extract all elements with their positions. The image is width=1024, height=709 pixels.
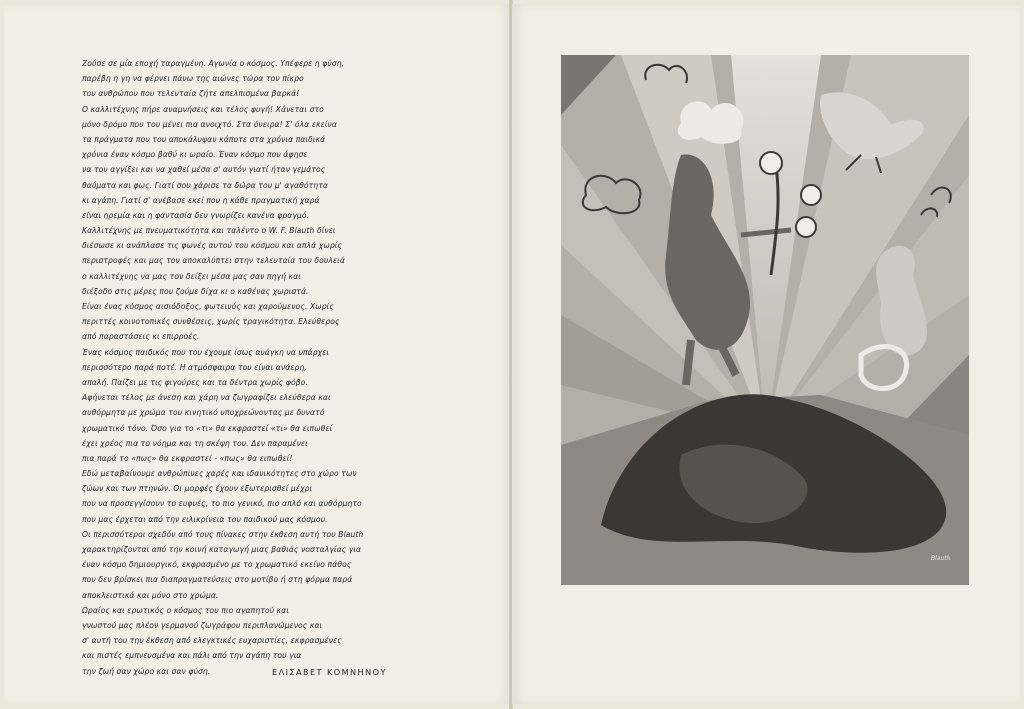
text-line: αποκλειστικά και μόνο στο χρώμα. <box>82 590 219 600</box>
text-line: από παραστάσεις κι επιρροές. <box>82 332 200 342</box>
text-line: περιττές κοινοτοπικές συνθέσεις, χωρίς τραγικότητα. Ελεύθερος <box>82 317 340 327</box>
text-line: σ' αυτή του την έκθεση από ελεγκτικές ευχαριστίες, εκφρασμένες <box>82 636 342 646</box>
text-line: απαλή. Παίζει με τις φιγούρες και τα δέντρα χωρίς φόβο. <box>82 377 308 387</box>
text-line: και πιστές εμπνευσμένα και πάλι από την αγάπη του για <box>82 651 302 661</box>
text-line: γνωστού μας πλέον γερμανού ζωγράφου περιπλανώμενος και <box>82 620 323 630</box>
author-signature: ΕΛΙΣΑΒΕΤ ΚΟΜΝΗΝΟΥ <box>272 667 387 677</box>
text-line: τα πράγματα που του αποκάλυψαν κάποτε στα χρόνια παιδικά <box>82 134 326 144</box>
text-line: χρωματικό τόνο. Όσο για το «τι» θα εκφραστεί «τι» θα ειπωθεί <box>82 423 333 433</box>
painting-artwork <box>561 55 969 585</box>
painting-signature: Blauth <box>931 555 951 562</box>
text-line: Οι περισσότεροι σχεδόν από τους πίνακες στην έκθεση αυτή του Blauth <box>82 529 364 539</box>
text-line: Αφήνεται τέλος με άνεση και χάρη να ζωγραφίζει ελεύθερα και <box>82 393 331 403</box>
text-line: παρέβη η γη να φέρνει πάνω της αιώνες τώρα τον πίκρο <box>82 74 304 84</box>
text-line: Ωραίος και ερωτικός ο κόσμος του πιο αγαπητού και <box>82 605 290 615</box>
text-line: είναι ηρεμία και η φαντασία δεν γνωρίζει κανένα φραγμό. <box>82 210 310 220</box>
text-line: περιστροφές και μας τον αποκαλύπτει στην τελευταία του δουλειά <box>82 256 345 266</box>
text-line: πια παρά το «πως» θα εκφραστεί - «πως» θα ειπωθεί! <box>82 453 293 463</box>
text-line: περισσότερο παρά ποτέ. Η ατμόσφαιρα του είναι ανάερη, <box>82 362 307 372</box>
text-line: που δεν βρίσκει πια διαπραγματεύσεις στο μοτίβο ή στη φόρμα παρά <box>82 575 353 585</box>
text-line: Ο καλλιτέχνης πήρε αναμνήσεις και τέλος φυγή! Χάνεται στο <box>82 104 324 114</box>
text-line: θαύματα και φως. Γιατί σου χάρισε τα δώρα του μ' αγαθότητα <box>82 180 328 190</box>
text-line: χαρακτηρίζονται από την κοινή καταγωγή μιας βαθιάς νοσταλγίας για <box>82 545 362 554</box>
text-line: Καλλιτέχνης με πνευματικότητα και ταλέντο ο W. F. Blauth δίνει <box>82 226 336 236</box>
text-line: Ένας κόσμος παιδικός που του έχουμε ίσως ανάγκη να υπάρχει <box>82 347 330 357</box>
text-line: χρόνια έναν κόσμο βαθύ κι ωραίο. Έναν κόσμο που άφησε <box>82 150 308 160</box>
text-line: ο καλλιτέχνης να μας τον δείξει μέσα μας σαν πηγή και <box>82 271 301 281</box>
text-line: έναν κόσμο δημιουργικό, εκφρασμένο με το χρωματικό εκείνο πάθος <box>82 560 352 570</box>
text-line: που να προσεγγίσουν το ευφυές, το πιο γενικό, πιο απλό και αυθόρμητο <box>82 499 362 509</box>
painting <box>561 55 969 585</box>
text-line: διέσωσε κι ανάπλασε τις φωνές αυτού του κόσμου και απλά χωρίς <box>82 241 342 251</box>
text-line: την ζωή σαν χώρο και σαν φύση. <box>82 666 211 676</box>
handwritten-text-block <box>82 56 422 679</box>
flower-bud <box>796 217 816 237</box>
text-line: Εδώ μεταβαίνουμε ανθρώπινες χαρές και ιδανικότητες στο χώρο των <box>82 469 357 479</box>
text-line: που μας έρχεται από την ειλικρίνεια του παιδικού μας κόσμου. <box>82 514 328 524</box>
flower-bud <box>760 152 782 174</box>
text-line: Είναι ένας κόσμος αισιόδοξος, φωτεινός και χαρούμενος. Χωρίς <box>82 302 334 311</box>
text-line: διέξοδο στις μέρες που ζούμε δίχα κι ο καθένας χωριστά. <box>82 286 309 296</box>
text-line: αυθόρμητα με χρώμα του κινητικό υποχρεώνοντας με δυνατό <box>82 408 325 418</box>
text-line: ζώων και των πτηνών. Οι μορφές έχουν εξωτερισθεί μέχρι <box>82 484 313 494</box>
text-line: Ζούσε σε μία εποχή ταραγμένη. Αγωνία ο κόσμος. Υπέφερε η φύση, <box>82 59 345 68</box>
text-line: έχει χρέος πια το νόημα και τη σκέψη του. Δεν παραμένει <box>82 438 308 448</box>
text-line: κι αγάπη. Γιατί σ' ανέβασε εκεί που η κάθε πραγματική χαρά <box>82 195 320 205</box>
left-page <box>4 4 510 704</box>
text-line: μόνο δρόμο που του μένει πια ανοιχτό. Στα όνειρα! Σ' όλα εκείνα <box>82 119 337 129</box>
text-line: του ανθρώπου που τελευταία ζήτε απελπισμένα βαρκά! <box>82 89 300 99</box>
flower-bud <box>801 185 821 205</box>
text-line: να τον αγγίξει και να χαθεί μέσα σ' αυτόν γιατί ήταν γεμάτος <box>82 165 326 175</box>
